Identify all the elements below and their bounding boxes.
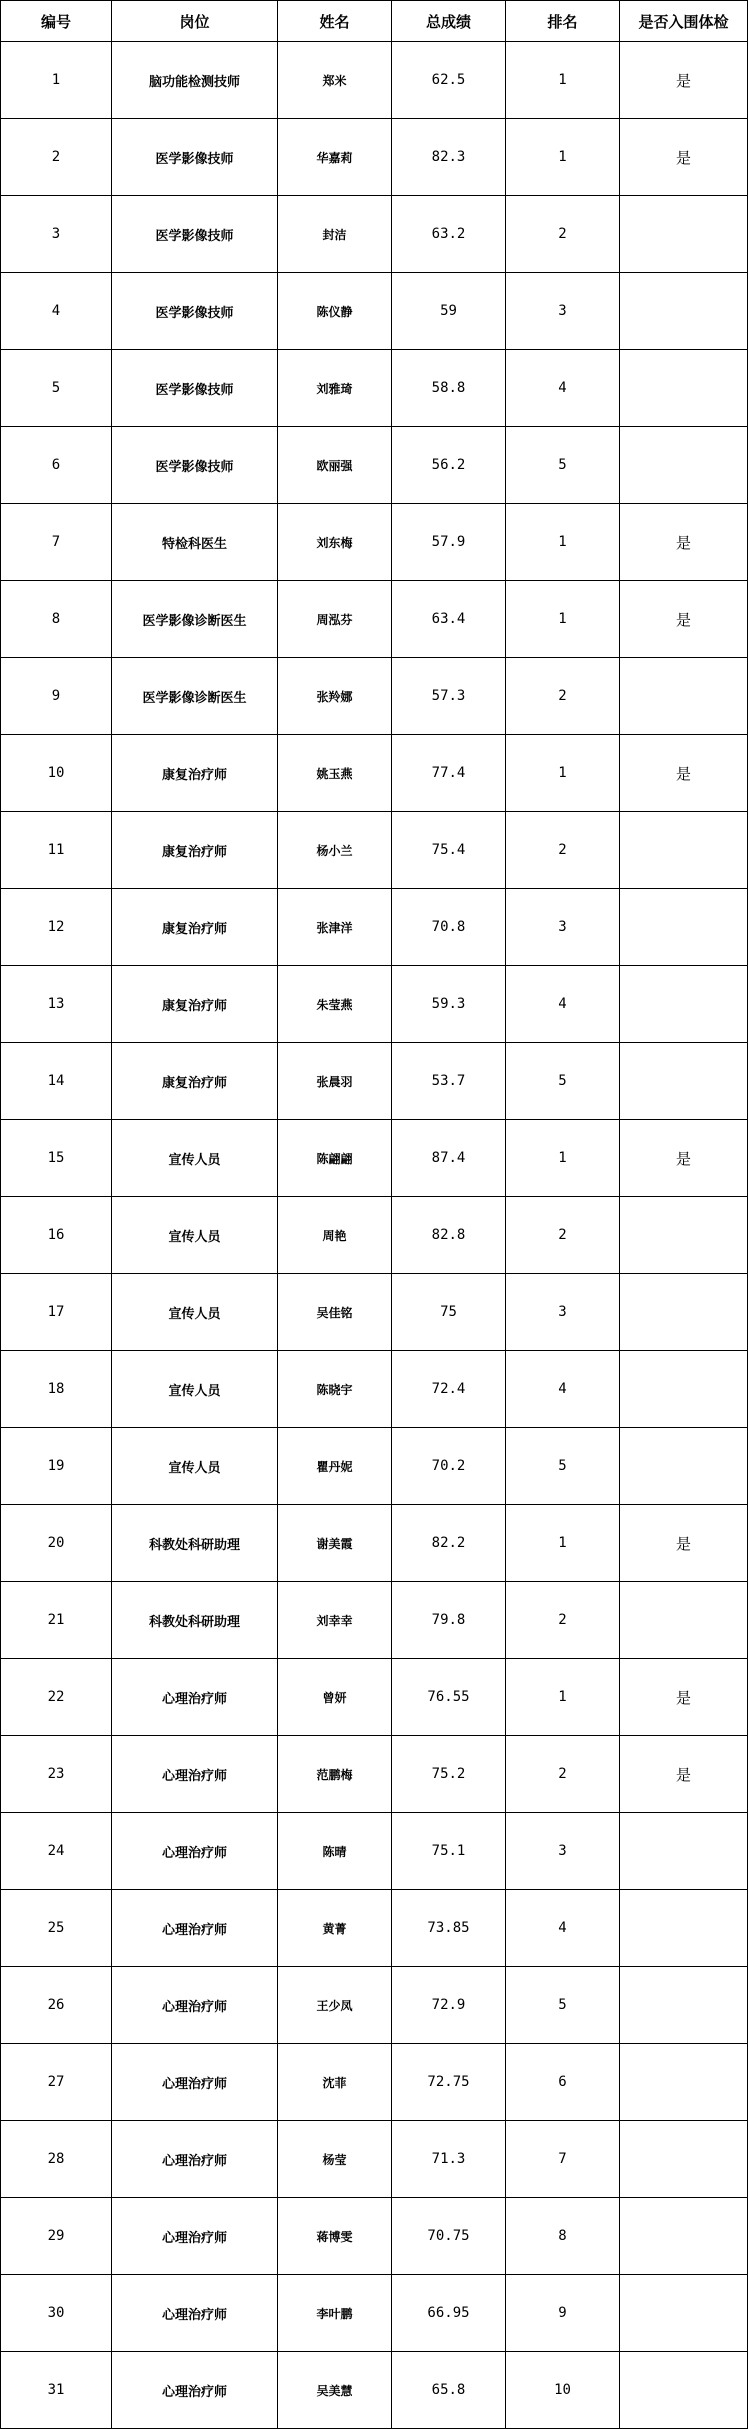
cell-id: 3 bbox=[1, 196, 112, 273]
table-row bbox=[1, 2275, 748, 2352]
cell-score: 82.3 bbox=[392, 119, 506, 196]
header-name: 姓名 bbox=[278, 1, 392, 42]
cell-post: 康复治疗师 bbox=[112, 1043, 278, 1120]
cell-post: 科教处科研助理 bbox=[112, 1582, 278, 1659]
table-row bbox=[1, 966, 748, 1043]
cell-name: 朱莹燕 bbox=[278, 966, 392, 1043]
cell-rank: 1 bbox=[506, 735, 620, 812]
table-body bbox=[1, 42, 748, 2429]
cell-post: 心理治疗师 bbox=[112, 2198, 278, 2275]
cell-post: 心理治疗师 bbox=[112, 2121, 278, 2198]
cell-name: 郑米 bbox=[278, 42, 392, 119]
table-row bbox=[1, 1351, 748, 1428]
cell-post: 宣传人员 bbox=[112, 1120, 278, 1197]
cell-rank: 5 bbox=[506, 1967, 620, 2044]
table-row bbox=[1, 427, 748, 504]
cell-post: 心理治疗师 bbox=[112, 1736, 278, 1813]
cell-score: 70.8 bbox=[392, 889, 506, 966]
cell-name: 陈晴 bbox=[278, 1813, 392, 1890]
cell-name: 张羚娜 bbox=[278, 658, 392, 735]
cell-rank: 3 bbox=[506, 1274, 620, 1351]
cell-name: 张津洋 bbox=[278, 889, 392, 966]
cell-post: 医学影像技师 bbox=[112, 350, 278, 427]
cell-id: 6 bbox=[1, 427, 112, 504]
cell-exam bbox=[620, 1890, 748, 1967]
cell-post: 脑功能检测技师 bbox=[112, 42, 278, 119]
cell-id: 31 bbox=[1, 2352, 112, 2429]
header-rank: 排名 bbox=[506, 1, 620, 42]
table-row bbox=[1, 658, 748, 735]
cell-score: 71.3 bbox=[392, 2121, 506, 2198]
cell-rank: 1 bbox=[506, 581, 620, 658]
cell-score: 72.9 bbox=[392, 1967, 506, 2044]
cell-id: 24 bbox=[1, 1813, 112, 1890]
table-row bbox=[1, 196, 748, 273]
cell-rank: 3 bbox=[506, 889, 620, 966]
cell-score: 75.2 bbox=[392, 1736, 506, 1813]
cell-exam bbox=[620, 889, 748, 966]
cell-name: 蒋博雯 bbox=[278, 2198, 392, 2275]
cell-rank: 4 bbox=[506, 350, 620, 427]
cell-name: 曾妍 bbox=[278, 1659, 392, 1736]
cell-rank: 2 bbox=[506, 196, 620, 273]
cell-rank: 6 bbox=[506, 2044, 620, 2121]
cell-name: 陈晓宇 bbox=[278, 1351, 392, 1428]
cell-rank: 8 bbox=[506, 2198, 620, 2275]
cell-post: 心理治疗师 bbox=[112, 1659, 278, 1736]
cell-score: 76.55 bbox=[392, 1659, 506, 1736]
cell-score: 73.85 bbox=[392, 1890, 506, 1967]
cell-rank: 2 bbox=[506, 1582, 620, 1659]
cell-post: 宣传人员 bbox=[112, 1428, 278, 1505]
cell-post: 心理治疗师 bbox=[112, 2044, 278, 2121]
cell-name: 范鹏梅 bbox=[278, 1736, 392, 1813]
table-row bbox=[1, 2121, 748, 2198]
cell-score: 53.7 bbox=[392, 1043, 506, 1120]
cell-score: 75.4 bbox=[392, 812, 506, 889]
table-row bbox=[1, 889, 748, 966]
cell-rank: 3 bbox=[506, 273, 620, 350]
table-row bbox=[1, 42, 748, 119]
cell-name: 谢美霞 bbox=[278, 1505, 392, 1582]
table-row bbox=[1, 504, 748, 581]
cell-post: 医学影像技师 bbox=[112, 273, 278, 350]
cell-name: 张晨羽 bbox=[278, 1043, 392, 1120]
table-row bbox=[1, 1659, 748, 1736]
cell-name: 刘雅琦 bbox=[278, 350, 392, 427]
cell-score: 57.9 bbox=[392, 504, 506, 581]
cell-id: 5 bbox=[1, 350, 112, 427]
cell-rank: 10 bbox=[506, 2352, 620, 2429]
cell-id: 25 bbox=[1, 1890, 112, 1967]
cell-rank: 7 bbox=[506, 2121, 620, 2198]
table-row bbox=[1, 350, 748, 427]
cell-id: 16 bbox=[1, 1197, 112, 1274]
cell-score: 72.75 bbox=[392, 2044, 506, 2121]
cell-score: 72.4 bbox=[392, 1351, 506, 1428]
cell-rank: 4 bbox=[506, 1351, 620, 1428]
header-row bbox=[1, 1, 748, 42]
cell-score: 59.3 bbox=[392, 966, 506, 1043]
cell-score: 79.8 bbox=[392, 1582, 506, 1659]
cell-score: 58.8 bbox=[392, 350, 506, 427]
cell-name: 王少凤 bbox=[278, 1967, 392, 2044]
cell-post: 康复治疗师 bbox=[112, 812, 278, 889]
cell-id: 30 bbox=[1, 2275, 112, 2352]
cell-score: 63.2 bbox=[392, 196, 506, 273]
cell-name: 陈翩翩 bbox=[278, 1120, 392, 1197]
cell-exam: 是 bbox=[620, 119, 748, 196]
cell-id: 8 bbox=[1, 581, 112, 658]
table-row bbox=[1, 1813, 748, 1890]
cell-post: 心理治疗师 bbox=[112, 1890, 278, 1967]
cell-score: 66.95 bbox=[392, 2275, 506, 2352]
cell-name: 陈仪静 bbox=[278, 273, 392, 350]
table-row bbox=[1, 1505, 748, 1582]
cell-exam bbox=[620, 1967, 748, 2044]
cell-post: 康复治疗师 bbox=[112, 889, 278, 966]
cell-rank: 9 bbox=[506, 2275, 620, 2352]
cell-score: 82.2 bbox=[392, 1505, 506, 1582]
cell-rank: 2 bbox=[506, 812, 620, 889]
cell-rank: 1 bbox=[506, 42, 620, 119]
cell-score: 56.2 bbox=[392, 427, 506, 504]
header-id: 编号 bbox=[1, 1, 112, 42]
cell-name: 刘幸幸 bbox=[278, 1582, 392, 1659]
cell-rank: 3 bbox=[506, 1813, 620, 1890]
cell-exam bbox=[620, 2044, 748, 2121]
table-row bbox=[1, 735, 748, 812]
cell-id: 13 bbox=[1, 966, 112, 1043]
cell-rank: 1 bbox=[506, 504, 620, 581]
cell-score: 59 bbox=[392, 273, 506, 350]
table-header bbox=[1, 1, 748, 42]
cell-post: 科教处科研助理 bbox=[112, 1505, 278, 1582]
cell-post: 康复治疗师 bbox=[112, 735, 278, 812]
table-row bbox=[1, 1967, 748, 2044]
cell-score: 82.8 bbox=[392, 1197, 506, 1274]
cell-exam: 是 bbox=[620, 735, 748, 812]
table-row bbox=[1, 2044, 748, 2121]
table-row bbox=[1, 812, 748, 889]
cell-exam: 是 bbox=[620, 1736, 748, 1813]
cell-exam: 是 bbox=[620, 1120, 748, 1197]
header-post: 岗位 bbox=[112, 1, 278, 42]
cell-id: 14 bbox=[1, 1043, 112, 1120]
cell-id: 10 bbox=[1, 735, 112, 812]
cell-score: 62.5 bbox=[392, 42, 506, 119]
cell-exam bbox=[620, 350, 748, 427]
table-row bbox=[1, 581, 748, 658]
cell-exam bbox=[620, 2275, 748, 2352]
cell-id: 19 bbox=[1, 1428, 112, 1505]
cell-post: 医学影像技师 bbox=[112, 119, 278, 196]
cell-score: 57.3 bbox=[392, 658, 506, 735]
cell-exam bbox=[620, 1043, 748, 1120]
cell-id: 20 bbox=[1, 1505, 112, 1582]
cell-name: 周艳 bbox=[278, 1197, 392, 1274]
cell-name: 欧丽强 bbox=[278, 427, 392, 504]
cell-exam bbox=[620, 658, 748, 735]
cell-id: 23 bbox=[1, 1736, 112, 1813]
cell-id: 17 bbox=[1, 1274, 112, 1351]
cell-rank: 4 bbox=[506, 966, 620, 1043]
cell-id: 28 bbox=[1, 2121, 112, 2198]
cell-rank: 1 bbox=[506, 1505, 620, 1582]
cell-rank: 1 bbox=[506, 119, 620, 196]
cell-rank: 1 bbox=[506, 1659, 620, 1736]
table-row bbox=[1, 119, 748, 196]
cell-score: 70.75 bbox=[392, 2198, 506, 2275]
cell-id: 27 bbox=[1, 2044, 112, 2121]
cell-name: 杨小兰 bbox=[278, 812, 392, 889]
cell-post: 心理治疗师 bbox=[112, 1967, 278, 2044]
cell-post: 医学影像诊断医生 bbox=[112, 658, 278, 735]
cell-exam bbox=[620, 427, 748, 504]
cell-id: 7 bbox=[1, 504, 112, 581]
cell-name: 沈菲 bbox=[278, 2044, 392, 2121]
cell-id: 11 bbox=[1, 812, 112, 889]
cell-exam: 是 bbox=[620, 1659, 748, 1736]
cell-rank: 5 bbox=[506, 427, 620, 504]
cell-id: 18 bbox=[1, 1351, 112, 1428]
cell-name: 刘东梅 bbox=[278, 504, 392, 581]
cell-score: 65.8 bbox=[392, 2352, 506, 2429]
cell-post: 医学影像诊断医生 bbox=[112, 581, 278, 658]
cell-score: 77.4 bbox=[392, 735, 506, 812]
cell-name: 瞿丹妮 bbox=[278, 1428, 392, 1505]
cell-id: 9 bbox=[1, 658, 112, 735]
cell-exam bbox=[620, 2121, 748, 2198]
cell-score: 63.4 bbox=[392, 581, 506, 658]
cell-rank: 2 bbox=[506, 1197, 620, 1274]
cell-exam bbox=[620, 196, 748, 273]
cell-name: 杨莹 bbox=[278, 2121, 392, 2198]
cell-id: 1 bbox=[1, 42, 112, 119]
cell-id: 12 bbox=[1, 889, 112, 966]
cell-exam: 是 bbox=[620, 1505, 748, 1582]
cell-rank: 1 bbox=[506, 1120, 620, 1197]
table-row bbox=[1, 273, 748, 350]
cell-score: 75.1 bbox=[392, 1813, 506, 1890]
header-exam: 是否入围体检 bbox=[620, 1, 748, 42]
table-row bbox=[1, 1428, 748, 1505]
table-row bbox=[1, 1120, 748, 1197]
cell-exam bbox=[620, 1428, 748, 1505]
table-row bbox=[1, 1736, 748, 1813]
cell-post: 医学影像技师 bbox=[112, 196, 278, 273]
cell-exam bbox=[620, 2198, 748, 2275]
cell-name: 姚玉燕 bbox=[278, 735, 392, 812]
cell-exam bbox=[620, 966, 748, 1043]
cell-name: 吴美慧 bbox=[278, 2352, 392, 2429]
cell-score: 75 bbox=[392, 1274, 506, 1351]
table-row bbox=[1, 1582, 748, 1659]
cell-name: 华嘉莉 bbox=[278, 119, 392, 196]
cell-exam bbox=[620, 812, 748, 889]
cell-id: 29 bbox=[1, 2198, 112, 2275]
cell-name: 封洁 bbox=[278, 196, 392, 273]
cell-exam: 是 bbox=[620, 581, 748, 658]
cell-exam: 是 bbox=[620, 504, 748, 581]
table-row bbox=[1, 1274, 748, 1351]
cell-exam bbox=[620, 273, 748, 350]
cell-score: 70.2 bbox=[392, 1428, 506, 1505]
table-row bbox=[1, 2198, 748, 2275]
cell-post: 宣传人员 bbox=[112, 1197, 278, 1274]
cell-rank: 2 bbox=[506, 1736, 620, 1813]
cell-name: 周泓芬 bbox=[278, 581, 392, 658]
cell-rank: 4 bbox=[506, 1890, 620, 1967]
cell-exam bbox=[620, 1274, 748, 1351]
cell-post: 心理治疗师 bbox=[112, 2275, 278, 2352]
cell-exam: 是 bbox=[620, 42, 748, 119]
table-row bbox=[1, 1197, 748, 1274]
cell-id: 4 bbox=[1, 273, 112, 350]
cell-exam bbox=[620, 1351, 748, 1428]
cell-id: 15 bbox=[1, 1120, 112, 1197]
cell-post: 康复治疗师 bbox=[112, 966, 278, 1043]
cell-post: 医学影像技师 bbox=[112, 427, 278, 504]
cell-id: 22 bbox=[1, 1659, 112, 1736]
cell-name: 黄菁 bbox=[278, 1890, 392, 1967]
cell-post: 特检科医生 bbox=[112, 504, 278, 581]
cell-exam bbox=[620, 1197, 748, 1274]
table-row bbox=[1, 1043, 748, 1120]
header-score: 总成绩 bbox=[392, 1, 506, 42]
cell-post: 宣传人员 bbox=[112, 1351, 278, 1428]
cell-post: 心理治疗师 bbox=[112, 2352, 278, 2429]
table-row bbox=[1, 1890, 748, 1967]
cell-id: 26 bbox=[1, 1967, 112, 2044]
cell-post: 宣传人员 bbox=[112, 1274, 278, 1351]
cell-rank: 2 bbox=[506, 658, 620, 735]
cell-id: 21 bbox=[1, 1582, 112, 1659]
cell-name: 李叶鹏 bbox=[278, 2275, 392, 2352]
cell-post: 心理治疗师 bbox=[112, 1813, 278, 1890]
cell-rank: 5 bbox=[506, 1043, 620, 1120]
cell-rank: 5 bbox=[506, 1428, 620, 1505]
cell-exam bbox=[620, 1813, 748, 1890]
cell-name: 吴佳铭 bbox=[278, 1274, 392, 1351]
cell-exam bbox=[620, 1582, 748, 1659]
cell-id: 2 bbox=[1, 119, 112, 196]
cell-score: 87.4 bbox=[392, 1120, 506, 1197]
